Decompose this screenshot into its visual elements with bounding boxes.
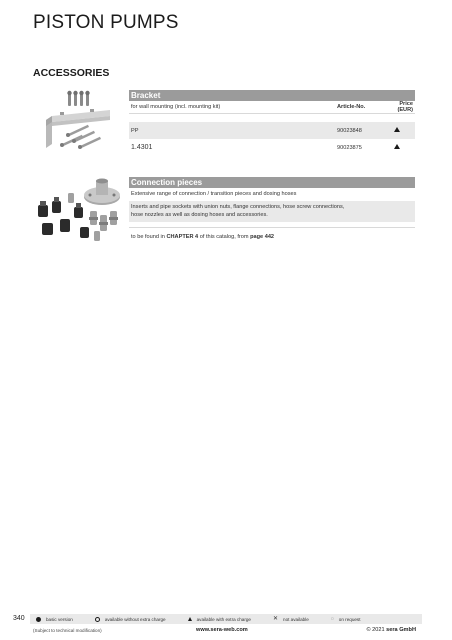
footer-disclaimer: (Subject to technical modification): [33, 628, 102, 633]
copyright-brand: sera GmbH: [386, 627, 416, 633]
connection-heading: Connection pieces: [129, 177, 415, 188]
description-line: Inserts and pipe sockets with union nuts, flange connections, hose screw connections,: [131, 204, 345, 210]
legend-label: not available: [283, 616, 309, 622]
catalog-reference: [129, 227, 415, 240]
footer-copyright: [366, 627, 416, 633]
table-row: [129, 139, 415, 156]
page-reference: page 442: [250, 234, 275, 240]
section-title: ACCESSORIES: [33, 67, 110, 79]
row-article: 90023875: [337, 144, 362, 151]
bracket-header-row: [129, 101, 415, 114]
open-circle-icon: [95, 617, 100, 622]
triangle-icon: [394, 144, 400, 149]
connection-description: [129, 201, 415, 222]
connection-intro: Extensive range of connection / transition pieces and dosing hoses: [131, 191, 297, 197]
page-title: PISTON PUMPS: [33, 12, 179, 33]
filled-triangle-icon: [188, 617, 192, 621]
page-number: 340: [13, 615, 25, 622]
legend-label: available without extra charge: [104, 616, 166, 622]
legend-item: [95, 617, 166, 622]
dotted-circle-icon: ◌: [330, 615, 334, 622]
connection-pieces-image: [30, 175, 125, 247]
triangle-icon: [394, 127, 400, 132]
availability-cell: [383, 127, 415, 134]
row-label: 1.4301: [131, 144, 153, 151]
bracket-subtitle: for wall mounting (incl. mounting kit): [131, 104, 221, 110]
legend-item: [188, 617, 251, 622]
column-price: Price (EUR): [397, 101, 413, 113]
reference-text: of this catalog, from: [198, 234, 251, 240]
chapter-reference: CHAPTER 4: [166, 234, 199, 240]
column-article-no: Article-No.: [337, 104, 366, 110]
row-article: 90023848: [337, 127, 362, 134]
legend-item: [273, 617, 309, 622]
availability-cell: [383, 144, 415, 151]
x-mark-icon: ✕: [272, 615, 279, 622]
description-line: hose nozzles as well as dosing hoses and accessories.: [131, 211, 268, 218]
bracket-image: [40, 90, 118, 162]
legend-label: available with extra charge: [196, 616, 251, 622]
legend-bar: [30, 614, 422, 624]
bracket-section: [129, 90, 415, 156]
reference-text: to be found in: [131, 234, 167, 240]
row-label: PP: [131, 127, 139, 134]
bracket-heading: Bracket: [129, 90, 415, 101]
table-row: [129, 122, 415, 139]
footer-website: www.sera-web.com: [196, 627, 248, 633]
legend-item: [331, 617, 361, 622]
legend-item: [36, 617, 73, 622]
copyright-text: © 2021: [366, 627, 387, 633]
legend-label: basic version: [46, 616, 73, 622]
connection-pieces-section: [129, 177, 415, 240]
filled-circle-icon: [36, 617, 41, 622]
legend-label: on request: [338, 616, 361, 622]
